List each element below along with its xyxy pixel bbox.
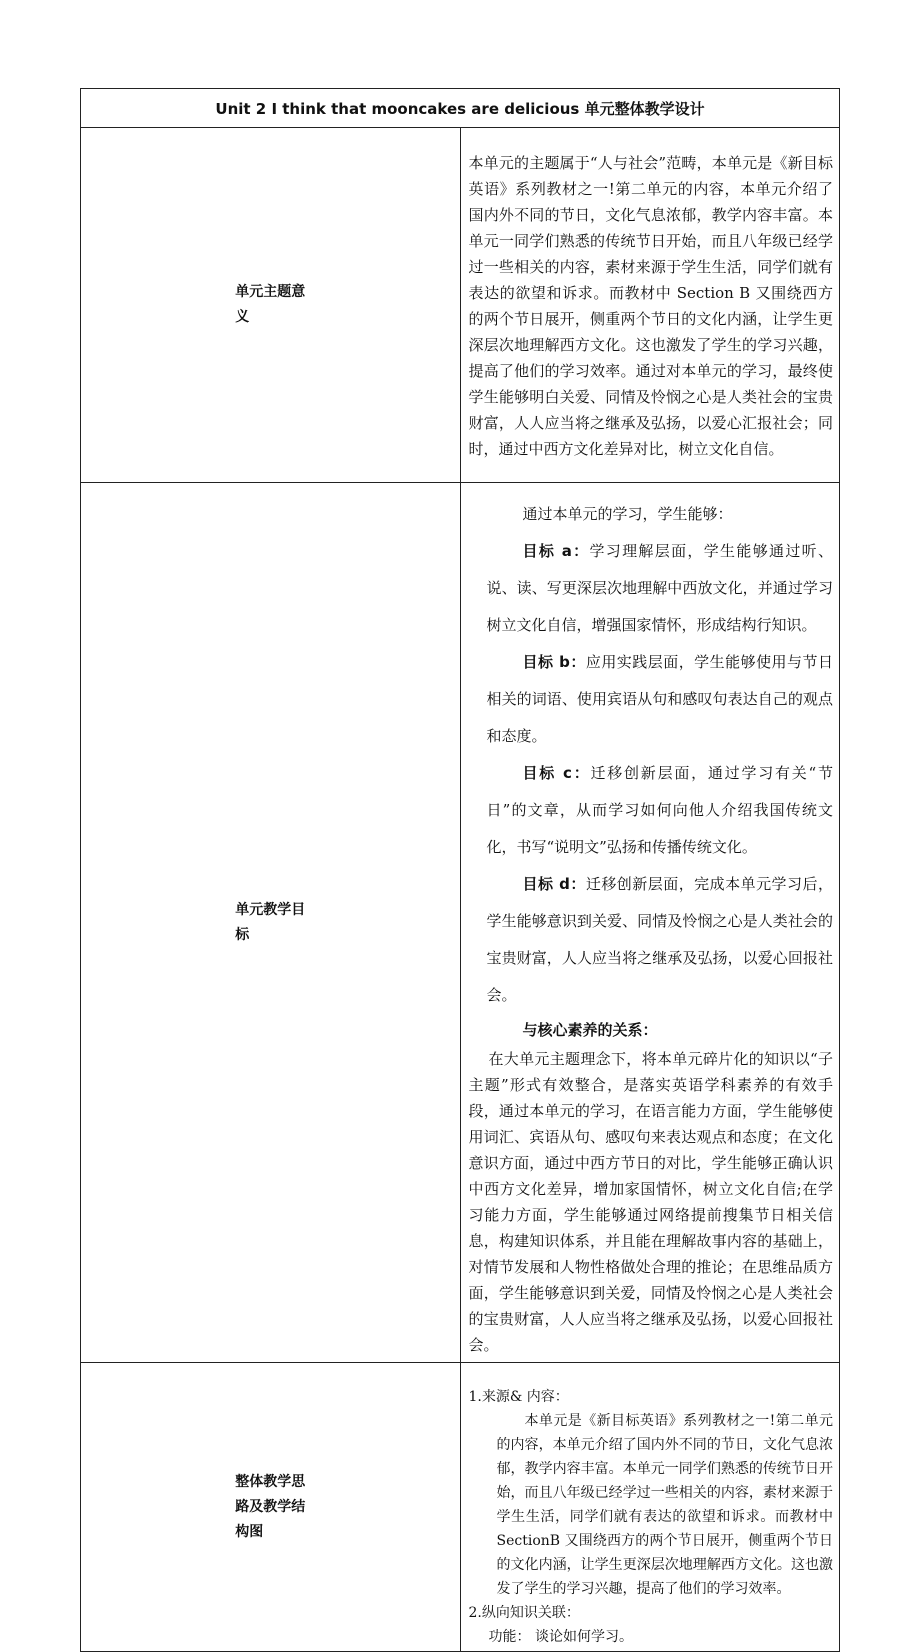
row-unit-goals: [81, 483, 840, 1363]
core-literacy-heading: 与核心素养的关系：: [522, 1021, 658, 1039]
row-unit-theme: [81, 128, 840, 483]
document-title: Unit 2 I think that mooncakes are delicious 单元整体教学设计: [81, 89, 840, 128]
row-label-teaching-structure: [81, 1363, 461, 1652]
goal-tag: 目标 b：: [522, 653, 586, 671]
function-line: 功能： 谈论如何学习。: [488, 1629, 633, 1645]
goal-tag: 目标 d：: [522, 875, 586, 893]
goal-item: [469, 755, 834, 866]
source-heading: 1.来源& 内容：: [468, 1389, 569, 1405]
teaching-structure-label: 整体教学思路及教学结构图: [235, 1473, 306, 1540]
unit-theme-label: 单元主题意义: [235, 284, 306, 325]
row-label-unit-theme: [81, 128, 461, 483]
goal-text: 迁移创新层面，完成本单元学习后，学生能够意识到关爱、同情及怜悯之心是人类社会的宝贵财富，人人应当将之继承及弘扬，以爱心回报社会。: [486, 875, 833, 1004]
title-row: [81, 89, 840, 128]
goal-text: 应用实践层面，学生能够使用与节日相关的词语、使用宾语从句和感叹句表达自己的观点和态度。: [486, 653, 833, 745]
unit-theme-content: [460, 128, 840, 483]
unit-theme-paragraph: 本单元的主题属于“人与社会”范畴，本单元是《新目标英语》系列教材之一!第二单元的内容，本单元介绍了国内外不同的节日，文化气息浓郁，教学内容丰富。本单元一同学们熟悉的传统节日开始，而且八年级已经学过一些相关的内容，素材来源于学生生活，同学们就有表达的欲望和诉求。而教材中 Section B 又围绕西方的两个节日展开，侧重两个节日的文化内涵，让学生更深层次地理解西方文化。这也激发了学生的学习兴趣，提高了他们的学习效率。通过对本单元的学习，最终使学生能够明白关爱、同情及怜悯之心是人类社会的宝贵财富，人人应当将之继承及弘扬，以爱心汇报社会；同时，通过中西方文化差异对比，树立文化自信。: [468, 154, 833, 458]
goal-text: 学习理解层面，学生能够通过听、说、读、写更深层次地理解中西放文化，并通过学习树立文化自信，增强国家情怀，形成结构行知识。: [486, 542, 833, 634]
unit-goals-content: [460, 483, 840, 1363]
goal-item: [469, 644, 834, 755]
goals-intro: 通过本单元的学习，学生能够：: [522, 505, 733, 523]
row-teaching-structure: [81, 1363, 840, 1652]
goal-tag: 目标 a：: [522, 542, 590, 560]
row-label-unit-goals: [81, 483, 461, 1363]
goal-tag: 目标 c：: [522, 764, 591, 782]
goal-item: [469, 866, 834, 1014]
lesson-plan-table: [80, 88, 840, 1652]
knowledge-link-heading: 2.纵向知识关联：: [468, 1605, 580, 1621]
unit-goals-label: 单元教学目标: [235, 901, 306, 943]
teaching-structure-content: [460, 1363, 840, 1652]
source-text: 本单元是《新目标英语》系列教材之一!第二单元的内容，本单元介绍了国内外不同的节日，文化气息浓郁，教学内容丰富。本单元一同学们熟悉的传统节日开始，而且八年级已经学过一些相关的内容，素材来源于学生生活，同学们就有表达的欲望和诉求。而教材中 SectionB 又围绕西方的两个节日展开，侧重两个节日的文化内涵，让学生更深层次地理解西方文化。这也激发了学生的学习兴趣，提高了他们的学习效率。: [496, 1413, 833, 1597]
core-literacy-text: 在大单元主题理念下，将本单元碎片化的知识以“子主题”形式有效整合，是落实英语学科素养的有效手段，通过本单元的学习，在语言能力方面，学生能够使用词汇、宾语从句、感叹句来表达观点和态度；在文化意识方面，通过中西方节日的对比，学生能够正确认识中西方文化差异，增加家国情怀，树立文化自信;在学习能力方面，学生能够通过网络提前搜集节日相关信息，构建知识体系，并且能在理解故事内容的基础上，对情节发展和人物性格做处合理的推论；在思维品质方面，学生能够意识到关爱，同情及怜悯之心是人类社会的宝贵财富，人人应当将之继承及弘扬，以爱心回报社会。: [468, 1050, 833, 1354]
goal-text: 迁移创新层面，通过学习有关“节日”的文章，从而学习如何向他人介绍我国传统文化，书写“说明文”弘扬和传播传统文化。: [486, 764, 833, 856]
goal-item: [469, 533, 834, 644]
